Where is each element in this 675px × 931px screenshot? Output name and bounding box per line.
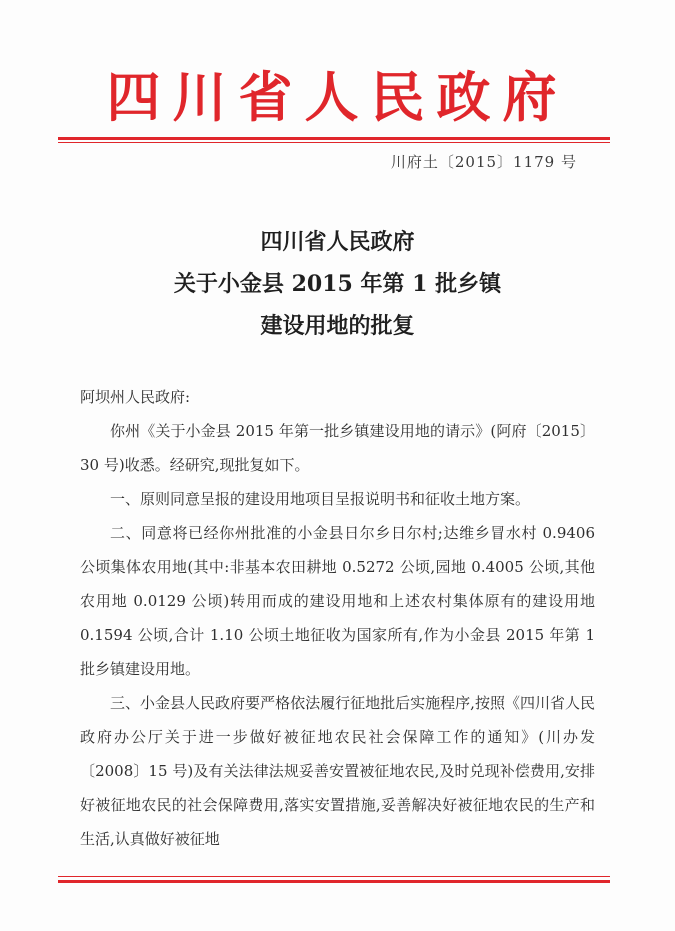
- paragraph-item-2: 二、同意将已经你州批准的小金县日尔乡日尔村;达维乡冒水村 0.9406 公顷集体农用地(其中:非基本农田耕地 0.5272 公顷,园地 0.4005 公顷,其他农用地 0.0129 公顷)转用而成的建设用地和上述农村集体原有的建设用地 0.1594 公顷,合计 1.10 公顷土地征收为国家所有,作为小金县 2015 年第 1 批乡镇建设用地。: [80, 524, 595, 678]
- document-title: [0, 221, 675, 347]
- document-body: [80, 380, 595, 856]
- masthead-rule-thick: [58, 137, 610, 140]
- title-line-1: 四川省人民政府: [260, 229, 415, 255]
- title-line-2: 关于小金县 2015 年第 1 批乡镇: [173, 271, 502, 297]
- paragraph-item-3: 三、小金县人民政府要严格依法履行征地批后实施程序,按照《四川省人民政府办公厅关于进一步做好被征地农民社会保障工作的通知》(川办发〔2008〕15 号)及有关法律法规妥善安置被征地农民,及时兑现补偿费用,安排好被征地农民的社会保障费用,落实安置措施,妥善解决好被征地农民的生产和生活,认真做好被征地: [80, 694, 595, 848]
- addressee: 阿坝州人民政府:: [80, 388, 191, 406]
- footer-rule-thin: [58, 876, 610, 877]
- document-number: 川府土〔2015〕1179 号: [390, 153, 577, 171]
- paragraph-intro: 你州《关于小金县 2015 年第一批乡镇建设用地的请示》(阿府〔2015〕30 号)收悉。经研究,现批复如下。: [80, 422, 595, 474]
- footer-rule-thick: [58, 880, 610, 883]
- paragraph-item-1: 一、原则同意呈报的建设用地项目呈报说明书和征收土地方案。: [110, 490, 531, 508]
- title-line-3: 建设用地的批复: [260, 313, 415, 339]
- masthead-title: 四川省人民政府: [106, 65, 569, 129]
- masthead-rule-thin: [58, 142, 610, 143]
